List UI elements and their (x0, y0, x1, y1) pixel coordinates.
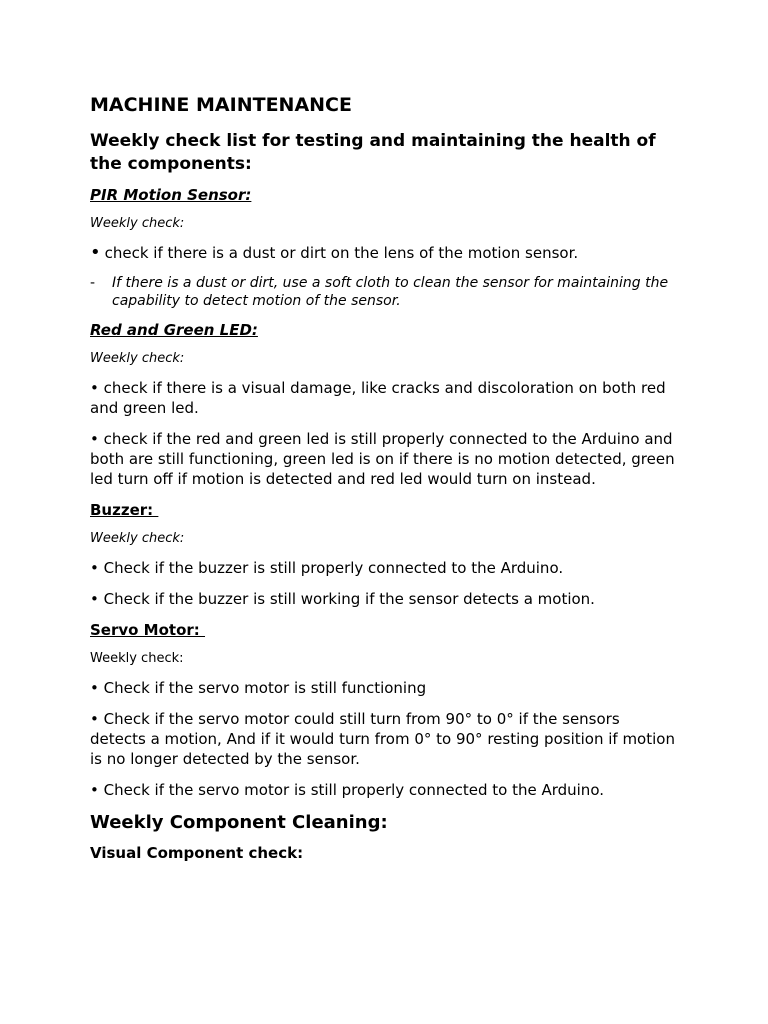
document-subtitle: Weekly check list for testing and maintaining the health of the components: (90, 131, 656, 174)
document-title: MACHINE MAINTENANCE (90, 94, 352, 116)
servo-heading: Servo Motor: (90, 621, 206, 639)
pir-note-text: If there is a dust or dirt, use a soft cloth to clean the sensor for maintaining the capability to detect motion of the sensor. (112, 275, 669, 309)
led-weekly-label: Weekly check: (90, 351, 185, 366)
pir-note (90, 274, 680, 310)
servo-bullet-1: • Check if the servo motor is still functioning (90, 679, 427, 697)
pir-weekly-label: Weekly check: (90, 216, 185, 231)
led-heading: Red and Green LED: (90, 321, 258, 339)
servo-bullet-3: • Check if the servo motor is still properly connected to the Arduino. (90, 781, 604, 799)
buzzer-weekly-label: Weekly check: (90, 531, 185, 546)
pir-heading: PIR Motion Sensor: (90, 186, 252, 204)
pir-bullet-1-text: check if there is a dust or dirt on the lens of the motion sensor. (104, 244, 579, 262)
pir-bullet-1 (90, 243, 680, 263)
dash-marker: - (90, 275, 96, 291)
led-bullet-2: • check if the red and green led is still properly connected to the Arduino and both are still functioning, green led is on if there is no motion detected, green led turn off if motion is detected and red led would turn on instead. (90, 430, 675, 488)
cleaning-subheading: Visual Component check: (90, 844, 304, 862)
cleaning-heading: Weekly Component Cleaning: (90, 812, 388, 833)
bullet-marker: • (90, 242, 101, 263)
buzzer-bullet-1: • Check if the buzzer is still properly connected to the Arduino. (90, 559, 564, 577)
servo-weekly-label: Weekly check: (90, 651, 184, 666)
buzzer-heading: Buzzer: (90, 501, 159, 519)
led-bullet-1: • check if there is a visual damage, like cracks and discoloration on both red and green led. (90, 379, 666, 417)
servo-bullet-2: • Check if the servo motor could still turn from 90° to 0° if the sensors detects a motion, And if it would turn from 0° to 90° resting position if motion is no longer detected by the sensor. (90, 710, 675, 768)
buzzer-bullet-2: • Check if the buzzer is still working if the sensor detects a motion. (90, 590, 595, 608)
document-page (90, 92, 680, 863)
